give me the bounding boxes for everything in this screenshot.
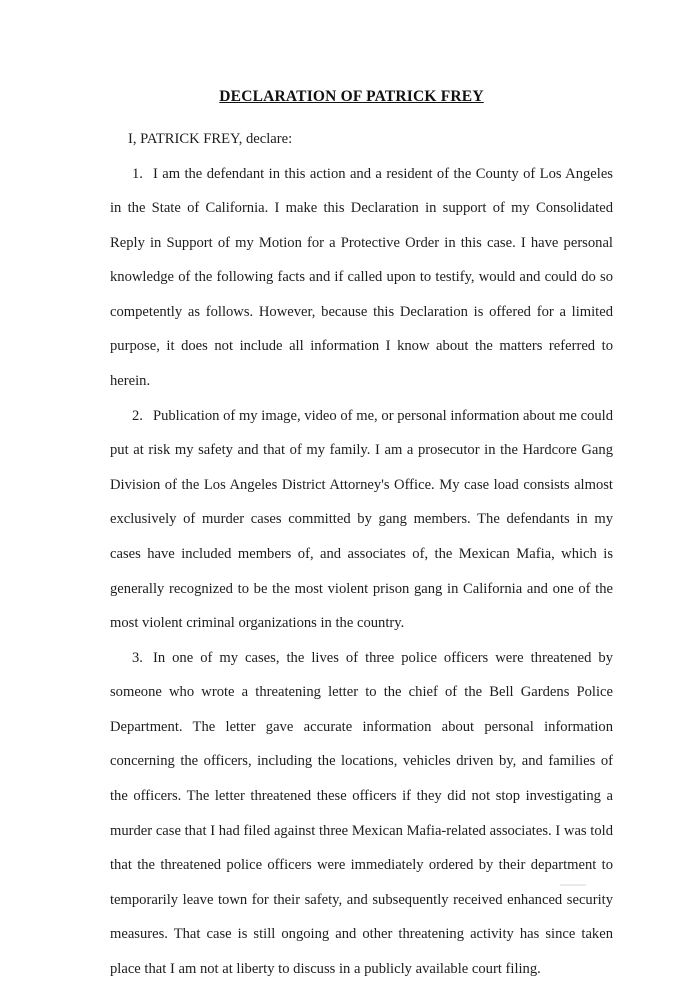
paragraph-2-number: 2. xyxy=(132,407,143,424)
paragraph-3-text: In one of my cases, the lives of three police officers were threatened by someone who wrote a threatening letter to the chief of the Bell Gardens Police Department. The letter gave accurate information about personal information concerning the officers, including the locations, vehicles driven by, and families of the officers. The letter threatened these officers if they did not stop investigating a murder case that I had filed against three Mexican Mafia-related associates. I was told that the threatened police officers were immediately ordered by their department to temporarily leave town for their safety, and subsequently received enhanced security measures. That case is still ongoing and other threatening activity has since taken place that I am not at liberty to discuss in a publicly available court filing. xyxy=(110,649,613,977)
paragraph-3 xyxy=(110,641,613,986)
document-body xyxy=(110,122,613,986)
scan-artifact xyxy=(560,884,586,886)
paragraph-2-text: Publication of my image, video of me, or personal information about me could put at risk my safety and that of my family. I am a prosecutor in the Hardcore Gang Division of the Los Angeles District Attorney's Office. My case load consists almost exclusively of murder cases committed by gang members. The defendants in my cases have included members of, and associates of, the Mexican Mafia, which is generally recognized to be the most violent prison gang in California and one of the most violent criminal organizations in the country. xyxy=(110,407,613,632)
paragraph-1-text: I am the defendant in this action and a resident of the County of Los Angeles in the State of California. I make this Declaration in support of my Consolidated Reply in Support of my Motion for a Protective Order in this case. I have personal knowledge of the following facts and if called upon to testify, would and could do so competently as follows. However, because this Declaration is offered for a limited purpose, it does not include all information I know about the matters referred to herein. xyxy=(110,165,613,390)
paragraph-1 xyxy=(110,157,613,399)
paragraph-2 xyxy=(110,399,613,641)
intro-paragraph: I, PATRICK FREY, declare: xyxy=(128,131,293,147)
paragraph-3-number: 3. xyxy=(132,649,143,666)
page-title: DECLARATION OF PATRICK FREY xyxy=(219,88,484,105)
paragraph-1-number: 1. xyxy=(132,165,143,182)
